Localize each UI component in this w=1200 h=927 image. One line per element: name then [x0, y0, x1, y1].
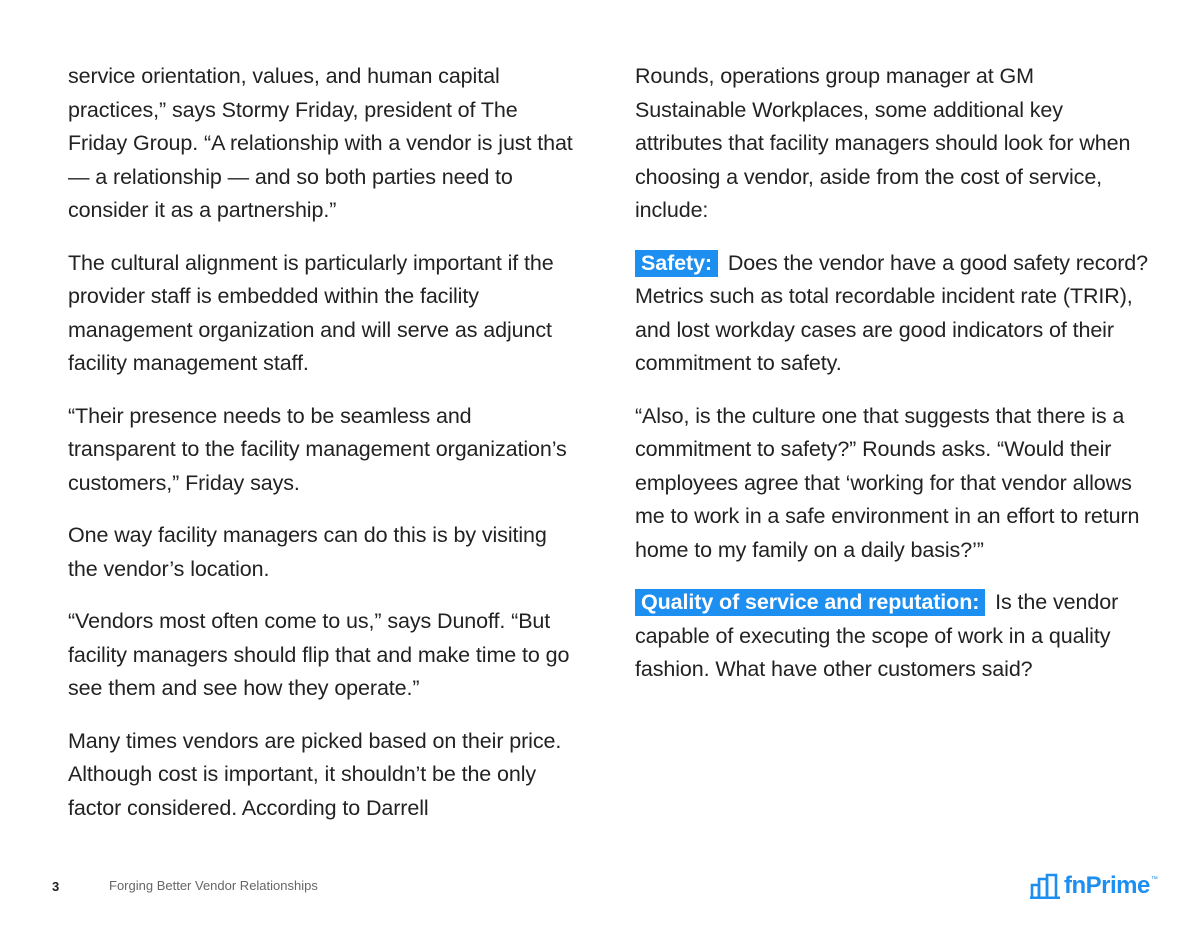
paragraph: “Vendors most often come to us,” says Dunoff. “But facility managers should flip that and make time to go see them and see how they operate.”: [68, 609, 570, 700]
safety-text: Does the vendor have a good safety record? Metrics such as total recordable incident rate (TRIR), and lost workday cases are good indicators of their commitment to safety.: [635, 250, 1148, 375]
paragraph: service orientation, values, and human capital practices,” says Stormy Friday, president of The Friday Group. “A relationship with a vendor is just that — a relationship — and so both parties need to consider it as a partnership.”: [68, 64, 573, 222]
paragraph: Many times vendors are picked based on their price. Although cost is important, it shouldn’t be the only factor considered. According to Darrell: [68, 728, 562, 820]
trademark-symbol: ™: [1150, 876, 1158, 883]
paragraph: The cultural alignment is particularly important if the provider staff is embedded within the facility management organization and will serve as adjunct facility management staff.: [68, 250, 554, 375]
logo-text: fnPrime: [1064, 872, 1150, 899]
building-icon: [1030, 873, 1064, 899]
safety-highlight-label: Safety:: [635, 250, 718, 277]
quality-highlight-label: Quality of service and reputation:: [635, 589, 985, 616]
quote-paragraph: “Also, is the culture one that suggests that there is a commitment to safety?” Rounds asks. “Would their employees agree that ‘working for that vendor allows me to work in a safe environment in an effort to return home to my family on a daily basis?’”: [635, 403, 1140, 562]
intro-paragraph: Rounds, operations group manager at GM Sustainable Workplaces, some additional key attributes that facility managers should look for when choosing a vendor, aside from the cost of service, include:: [635, 64, 1131, 222]
page-number: 3: [52, 879, 60, 894]
safety-paragraph: [635, 247, 1150, 381]
footer-title: Forging Better Vendor Relationships: [109, 878, 318, 893]
left-column: [68, 60, 578, 844]
paragraph: “Their presence needs to be seamless and transparent to the facility management organization’s customers,” Friday says.: [68, 403, 567, 495]
quality-paragraph: [635, 586, 1150, 687]
fnprime-logo: [1030, 872, 1158, 900]
right-column: [635, 60, 1150, 706]
quality-text: Is the vendor capable of executing the scope of work in a quality fashion. What have other customers said?: [635, 590, 1119, 681]
page-footer: [0, 872, 1200, 902]
paragraph: One way facility managers can do this is by visiting the vendor’s location.: [68, 523, 547, 581]
